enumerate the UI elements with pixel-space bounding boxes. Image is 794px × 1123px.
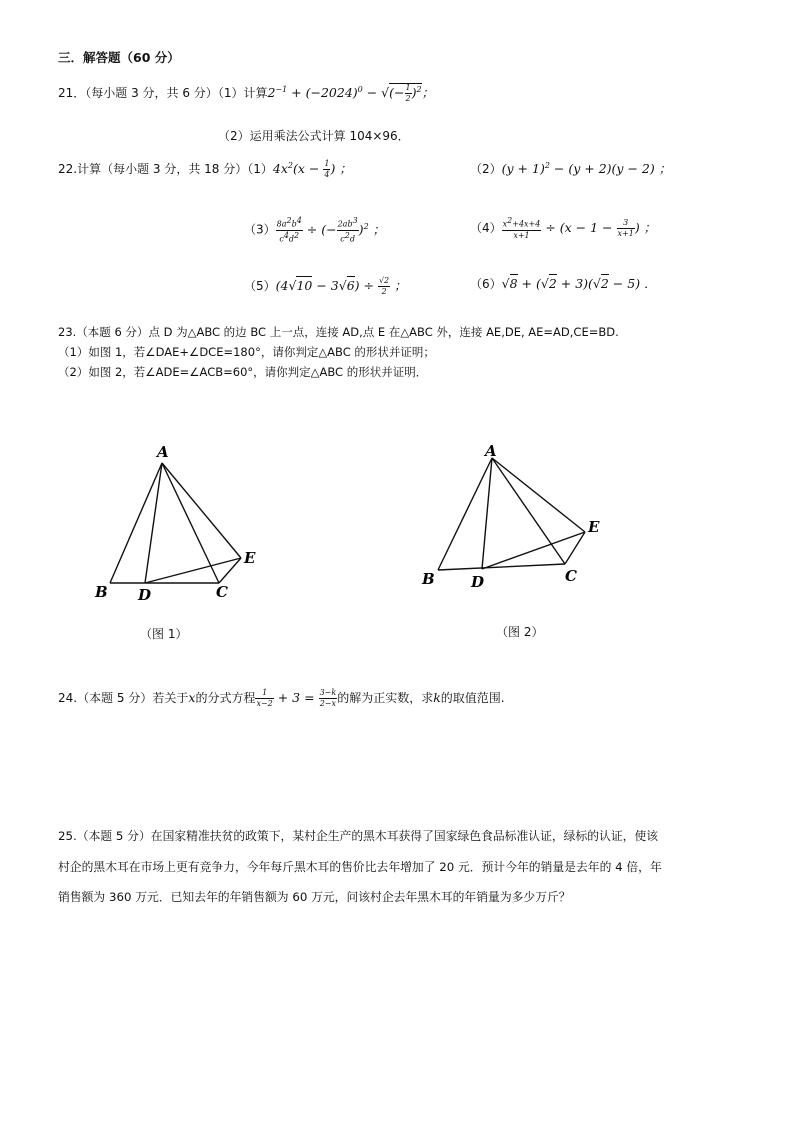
q24-line xyxy=(58,688,505,709)
fig1-label-d: D xyxy=(138,586,152,604)
q23-number: 23. xyxy=(58,325,77,339)
q22-expr-2: $(y + 1)^2 - (y + 2)(y - 2)$ ； xyxy=(501,161,672,177)
fig2-label-e: E xyxy=(588,518,600,536)
q25-line2: 村企的黑木耳在市场上更有竞争力，今年每斤黑木耳的售价比去年增加了 20 元．预计今年的销量是去年的 4 倍，年 xyxy=(58,860,662,874)
q22-expr-1: $4x^2(x$ − $\frac{1}{4}$ ) ； xyxy=(272,159,352,180)
q23-header: （本题 6 分） xyxy=(76,325,149,339)
q25-text-1: 在国家精准扶贫的政策下，某村企生产的黑木耳获得了国家绿色食品标准认证，绿标的认证，使该 xyxy=(150,829,659,843)
q25-header: （本题 5 分） xyxy=(76,829,151,843)
fig1-label-b: B xyxy=(95,583,108,601)
q24-equation: $\frac{1}{x-2}$ + 3 = $\frac{3-k}{2-x}$ xyxy=(256,688,337,708)
fig2-label-d: D xyxy=(471,573,485,591)
fig1-label-e: E xyxy=(244,549,256,567)
q24-number: 24. xyxy=(58,691,78,705)
q24-var-x: x xyxy=(188,690,196,705)
q24-header: （本题 5 分） xyxy=(77,691,153,705)
q24-var-k: k xyxy=(433,690,441,705)
q22-label-1: （1） xyxy=(247,162,273,177)
q21-expression: $2^{-1} + (-2024)^0$ − √(− $\frac{1}{2}$ )$^2$； xyxy=(267,83,435,104)
q21-header: （每小题 3 分，共 6 分） xyxy=(85,86,218,101)
q24-text-a: 若关于 xyxy=(152,691,189,705)
q24-text-c: 的解为正实数，求 xyxy=(337,691,434,705)
q22-label-4: （4） xyxy=(470,220,502,235)
q25-line3: 销售额为 360 万元．已知去年的年销售额为 60 万元，问该村企去年黑木耳的年销量为多少万斤？ xyxy=(58,890,571,904)
section-title: 三．解答题（60 分） xyxy=(58,50,180,65)
q22-label-6: （6） xyxy=(470,277,502,291)
q23-part1: （1）如图 1，若∠DAE+∠DCE=180°，请你判定△ABC 的形状并证明； xyxy=(58,345,435,359)
q24-text-b: 的分式方程 xyxy=(195,691,256,705)
fig2-label-c: C xyxy=(565,567,577,585)
q22-number: 22.计算 xyxy=(58,162,102,177)
q22-label-2: （2） xyxy=(470,162,502,177)
q22-label-5: （5） xyxy=(244,279,276,293)
q25-line1 xyxy=(58,828,658,844)
fig2-label-b: B xyxy=(422,570,435,588)
fig1-label-a: A xyxy=(157,443,169,461)
q23-stem: 点 D 为△ABC 的边 BC 上一点，连接 AD,点 E 在△ABC 外，连接 AE,DE, AE=AD,CE=BD. xyxy=(148,325,619,339)
q23-part2: （2）如图 2，若∠ADE=∠ACB=60°，请你判定△ABC 的形状并证明． xyxy=(58,365,428,379)
q25-number: 25. xyxy=(58,829,77,843)
q22-expr-3: $\frac{8a^2b^4}{c^4d^2}$ ÷ (− $\frac{2ab^3}{c^2d}$ )$^2$ ； xyxy=(276,216,386,244)
fig1-caption: （图 1） xyxy=(140,627,188,641)
fig2-caption: （图 2） xyxy=(496,625,544,639)
q21-number: 21． xyxy=(58,86,86,101)
q22-header: （每小题 3 分，共 18 分） xyxy=(101,162,248,177)
fig1-label-c: C xyxy=(216,583,228,601)
q22-expr-4: $\frac{x^2+4x+4}{x+1}$ ÷ (x − 1 − $\frac{3}{x+1}$ ) ； xyxy=(502,216,657,240)
q22-expr-5: (4√10 − 3√6) ÷ $\frac{√2}{2}$ ； xyxy=(275,276,407,296)
q24-text-d: 的取值范围. xyxy=(440,691,505,705)
q22-expr-6: √8 + (√2 + 3)(√2 − 5) ． xyxy=(501,276,657,291)
q21-p1-label: （1）计算 xyxy=(217,86,268,101)
q21-part2: （2）运用乘法公式计算 104×96． xyxy=(218,129,410,143)
fig2-label-a: A xyxy=(485,442,497,460)
q22-label-3: （3） xyxy=(244,222,276,237)
